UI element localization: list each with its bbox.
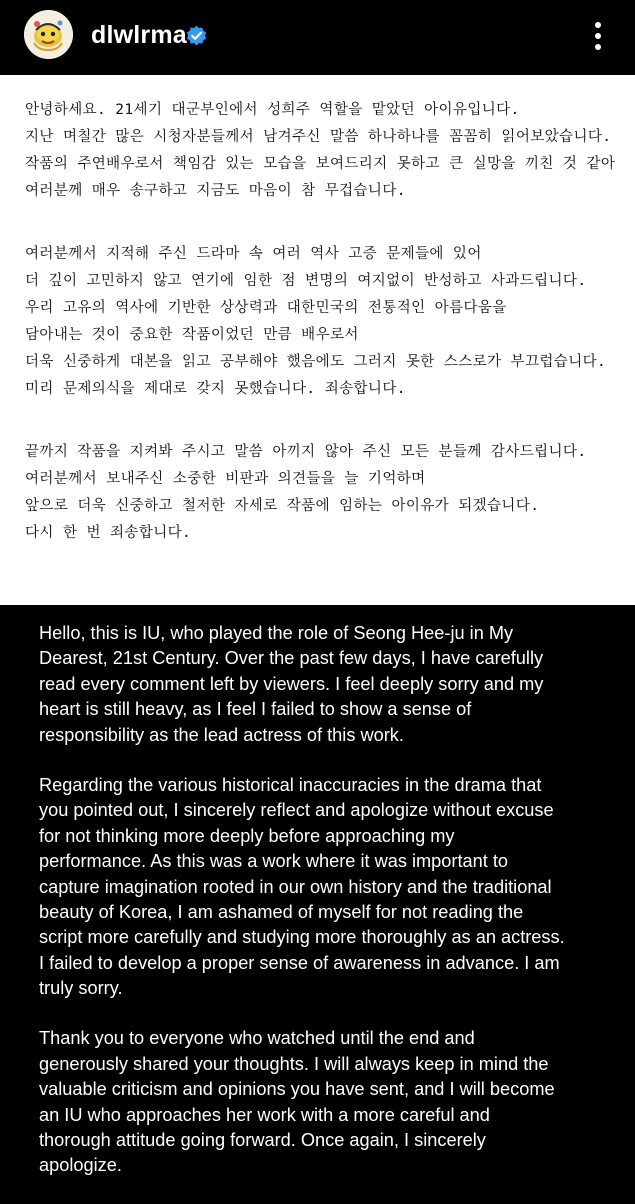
korean-statement-line: 더욱 신중하게 대본을 읽고 공부해야 했음에도 그러지 못한 스스로가 부끄럽습니다. xyxy=(25,354,607,370)
english-translation-line: valuable criticism and opinions you have sent, and I will become xyxy=(39,1079,555,1100)
korean-statement-paragraph xyxy=(25,439,625,547)
korean-statement-line: 작품의 주연배우로서 책임감 있는 모습을 보여드리지 못하고 큰 실망을 끼친 것 같아 xyxy=(25,156,616,172)
korean-statement-paragraph xyxy=(25,97,625,205)
english-translation-line: Thank you to everyone who watched until the end and xyxy=(39,1028,475,1049)
korean-statement-paragraph xyxy=(25,241,625,403)
english-translation-paragraph xyxy=(39,773,624,1002)
korean-statement-line: 끝까지 작품을 지켜봐 주시고 말씀 아끼지 않아 주신 모든 분들께 감사드립니다. xyxy=(25,444,587,460)
english-translation-line: I failed to develop a proper sense of awareness in advance. I am xyxy=(39,952,560,973)
korean-statement-line: 여러분께서 지적해 주신 드라마 속 여러 역사 고증 문제들에 있어 xyxy=(25,246,482,262)
english-translation-line: capture imagination rooted in our own history and the traditional xyxy=(39,876,552,897)
korean-statement-line: 다시 한 번 죄송합니다. xyxy=(25,525,192,541)
english-translation-line: an IU who approaches her work with a more careful and xyxy=(39,1104,490,1125)
english-translation-line: responsibility as the lead actress of this work. xyxy=(39,724,404,745)
post-header xyxy=(0,0,635,75)
english-translation-text xyxy=(39,621,624,1204)
english-translation-line: truly sorry. xyxy=(39,978,123,999)
korean-statement-line: 우리 고유의 역사에 기반한 상상력과 대한민국의 전통적인 아름다움을 xyxy=(25,300,507,316)
english-translation-line: heart is still heavy, as I feel I failed to show a sense of xyxy=(39,699,472,720)
korean-statement-line: 앞으로 더욱 신중하고 철저한 자세로 작품에 임하는 아이유가 되겠습니다. xyxy=(25,498,540,514)
english-translation-line: performance. As this was a work where it was important to xyxy=(39,851,509,872)
korean-statement-text xyxy=(25,97,625,583)
english-translation-line: for not thinking more deeply before approaching my xyxy=(39,825,455,846)
english-translation-line: generously shared your thoughts. I will always keep in mind the xyxy=(39,1053,549,1074)
english-translation-paragraph xyxy=(39,1026,624,1178)
english-translation-line: Regarding the various historical inaccuracies in the drama that xyxy=(39,774,542,795)
profile-avatar[interactable] xyxy=(24,10,73,59)
english-translation-paragraph xyxy=(39,621,624,748)
korean-statement-line: 여러분께 매우 송구하고 지금도 마음이 참 무겁습니다. xyxy=(25,183,406,199)
korean-statement-line: 안녕하세요. 21세기 대군부인에서 성희주 역할을 맡았던 아이유입니다. xyxy=(25,102,520,118)
english-translation-line: beauty of Korea, I am ashamed of myself for not reading the xyxy=(39,901,524,922)
english-translation-line: thorough attitude going forward. Once again, I sincerely xyxy=(39,1130,486,1151)
korean-statement-line: 지난 며칠간 많은 시청자분들께서 남겨주신 말씀 하나하나를 꼼꼼히 읽어보았습니다. xyxy=(25,129,612,145)
english-translation-line: Hello, this is IU, who played the role of Seong Hee-ju in My xyxy=(39,623,514,643)
avatar-illustration-icon xyxy=(24,10,73,59)
profile-username[interactable]: dlwlrma xyxy=(91,21,187,49)
korean-statement-line: 미리 문제의식을 제대로 갖지 못했습니다. 죄송합니다. xyxy=(25,381,406,397)
korean-statement-line: 담아내는 것이 중요한 작품이었던 만큼 배우로서 xyxy=(25,327,359,343)
english-translation-line: Dearest, 21st Century. Over the past few days, I have carefully xyxy=(39,648,544,669)
korean-statement-line: 더 깊이 고민하지 않고 연기에 임한 점 변명의 여지없이 반성하고 사과드립니다. xyxy=(25,273,587,289)
english-translation-line: apologize. xyxy=(39,1155,122,1176)
vertical-ellipsis-icon[interactable] xyxy=(588,18,608,54)
korean-statement-line: 여러분께서 보내주신 소중한 비판과 의견들을 늘 기억하며 xyxy=(25,471,426,487)
verified-badge-icon xyxy=(185,24,208,47)
english-translation-line: read every comment left by viewers. I feel deeply sorry and my xyxy=(39,673,544,694)
english-translation-line: script more carefully and studying more thoroughly as an actress. xyxy=(39,927,565,948)
english-translation-line: you pointed out, I sincerely reflect and apologize without excuse xyxy=(39,800,554,821)
